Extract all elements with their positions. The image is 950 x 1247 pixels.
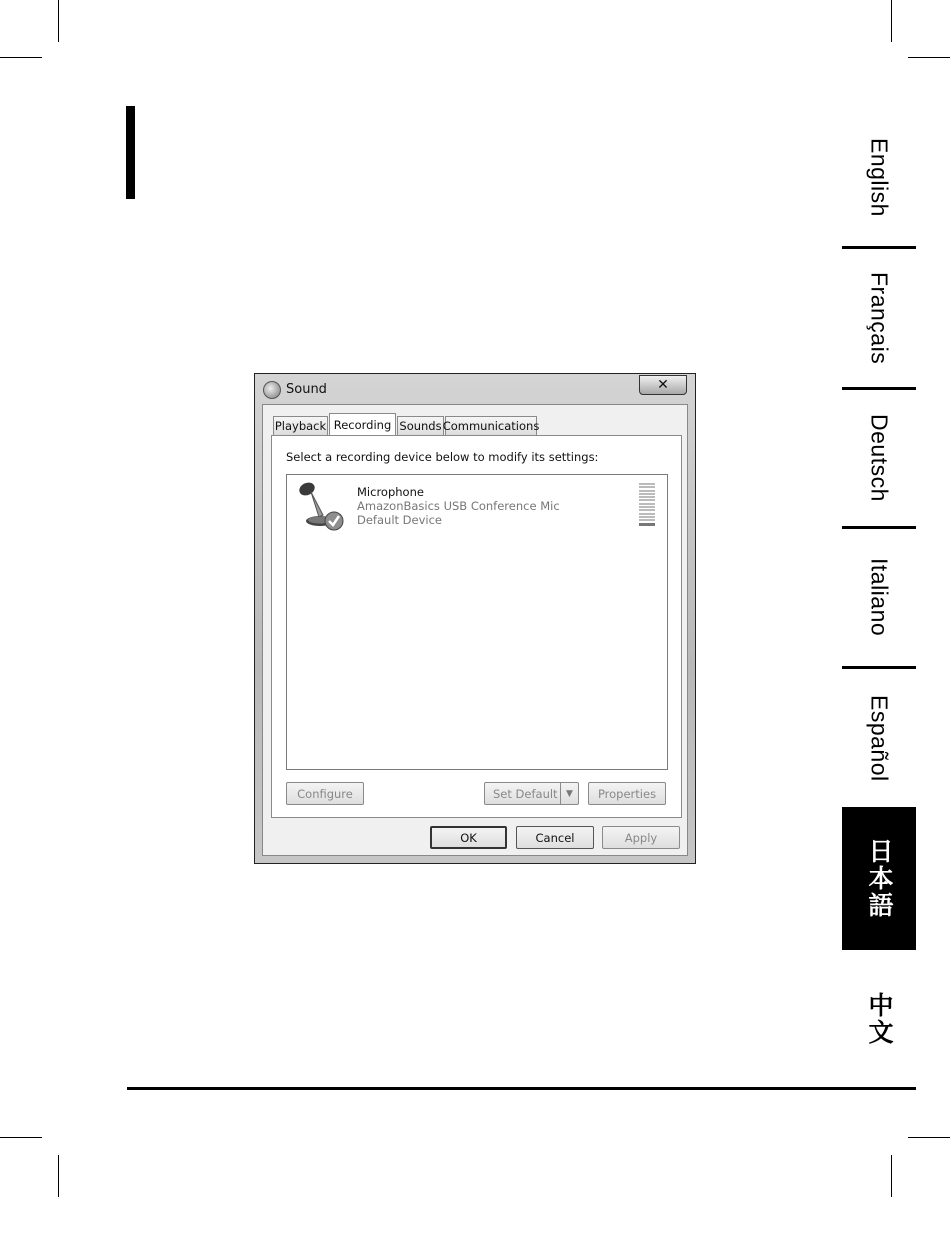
tab-sounds[interactable] xyxy=(397,416,444,435)
configure-button[interactable] xyxy=(286,782,364,805)
sound-dialog xyxy=(254,373,696,864)
device-status: Default Device xyxy=(357,513,443,527)
button-label: Properties xyxy=(597,786,657,801)
button-label: Apply xyxy=(624,830,658,845)
microphone-icon xyxy=(293,479,345,531)
tab-label: Recording xyxy=(333,417,392,432)
ok-button[interactable] xyxy=(430,826,507,849)
volume-level-meter xyxy=(639,483,655,527)
crop-mark xyxy=(58,0,59,42)
section-marker-bar xyxy=(126,106,135,199)
crop-mark xyxy=(0,57,42,58)
tab-communications[interactable] xyxy=(442,416,540,435)
tab-label: Playback xyxy=(274,419,327,433)
cancel-button[interactable] xyxy=(516,826,594,849)
button-label: OK xyxy=(460,830,477,845)
language-tab-espanol[interactable] xyxy=(842,669,916,807)
button-label: Set Default xyxy=(493,786,558,801)
apply-button[interactable] xyxy=(602,826,680,849)
crop-mark xyxy=(908,57,950,58)
dialog-titlebar[interactable] xyxy=(255,374,695,404)
crop-mark xyxy=(0,1137,42,1138)
recording-panel xyxy=(271,435,682,818)
language-label: Italiano xyxy=(866,558,893,637)
close-icon: ✕ xyxy=(657,377,669,393)
device-name: Microphone xyxy=(357,485,424,499)
tab-recording[interactable] xyxy=(329,413,396,435)
set-default-button[interactable] xyxy=(484,782,579,805)
language-label: 日本語 xyxy=(865,838,893,919)
language-tab-english[interactable] xyxy=(842,108,916,246)
footer-rule xyxy=(127,1087,916,1090)
language-tab-chinese[interactable] xyxy=(842,950,916,1087)
crop-mark xyxy=(58,1155,59,1197)
speaker-icon xyxy=(263,381,281,399)
close-button[interactable] xyxy=(639,375,687,395)
dialog-client-area xyxy=(262,404,688,856)
tab-label: Sounds xyxy=(399,419,442,433)
tab-label: Communications xyxy=(442,419,540,433)
properties-button[interactable] xyxy=(588,782,666,805)
tab-playback[interactable] xyxy=(273,416,328,435)
language-tab-italiano[interactable] xyxy=(842,529,916,666)
language-tab-japanese[interactable] xyxy=(842,807,916,950)
crop-mark xyxy=(908,1137,950,1138)
language-label: Français xyxy=(866,271,893,365)
dialog-title: Sound xyxy=(286,382,327,397)
checkmark-icon xyxy=(325,512,343,530)
list-item[interactable] xyxy=(287,475,667,535)
device-description: AmazonBasics USB Conference Mic xyxy=(357,499,560,513)
language-label: English xyxy=(866,137,893,217)
instruction-text: Select a recording device below to modify its settings: xyxy=(286,450,599,464)
recording-device-list[interactable] xyxy=(286,474,668,770)
language-label: Deutsch xyxy=(866,414,893,502)
button-label: Configure xyxy=(297,786,353,801)
language-tab-francais[interactable] xyxy=(842,249,916,387)
chevron-down-icon[interactable]: ▼ xyxy=(560,783,578,804)
language-tab-deutsch[interactable] xyxy=(842,390,916,526)
crop-mark xyxy=(891,0,892,42)
language-label: Español xyxy=(866,694,893,782)
crop-mark xyxy=(891,1155,892,1197)
language-label: 中文 xyxy=(865,991,893,1046)
button-label: Cancel xyxy=(535,830,575,845)
